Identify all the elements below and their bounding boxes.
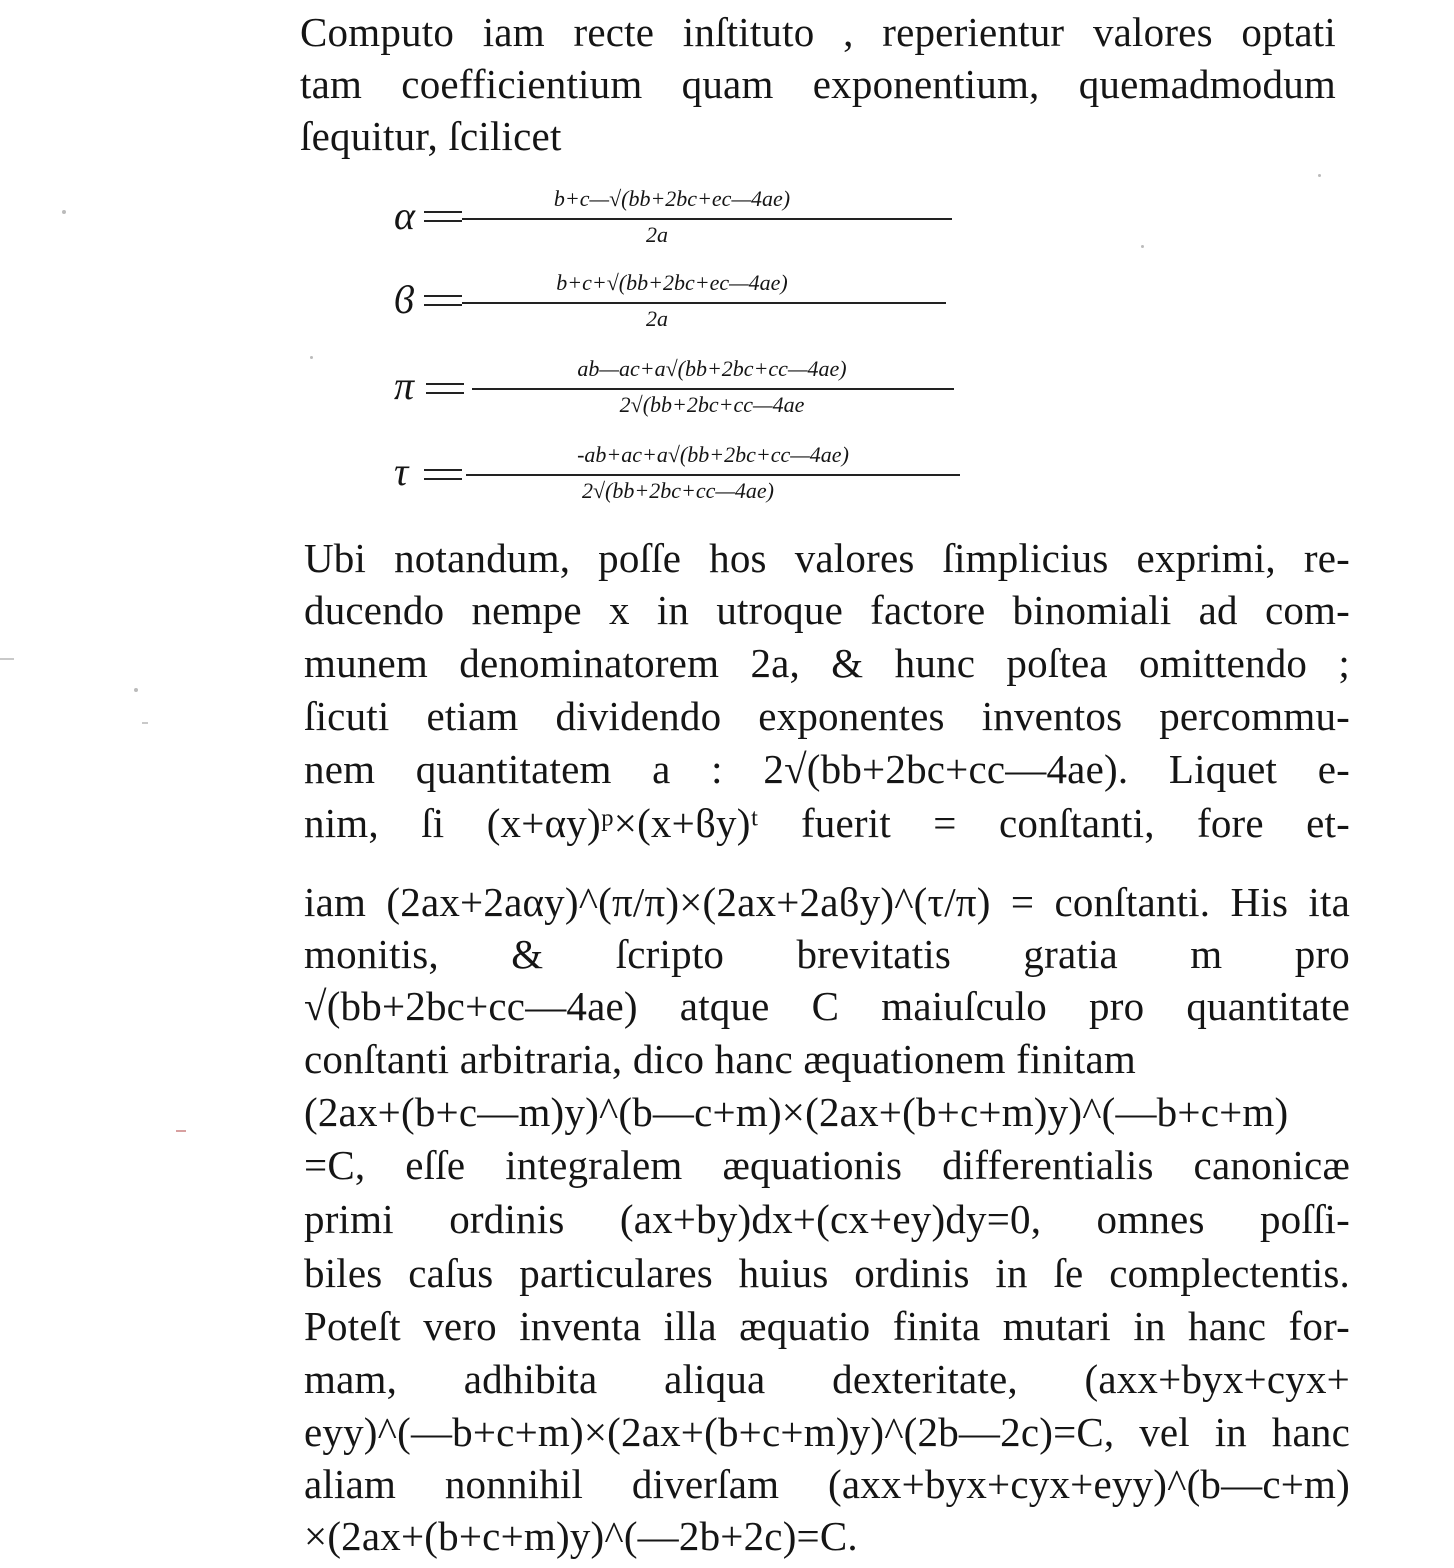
- formula-alpha-denominator: 2a: [646, 222, 668, 247]
- scan-speck: [134, 688, 138, 692]
- body-line-16: mam, adhibita aliqua dexteritate, (axx+byx+cyx+: [304, 1356, 1350, 1402]
- body-line-18: aliam nonnihil diverſam (axx+byx+cyx+eyy)^(b—c+m): [304, 1461, 1350, 1507]
- formula-tau: [394, 438, 964, 508]
- scan-speck: [1318, 174, 1321, 177]
- formula-pi: [394, 352, 964, 422]
- body-line-14: biles caſus particulares huius ordinis in ſe complectentis.: [304, 1250, 1350, 1296]
- equals-sign: [426, 383, 464, 385]
- formula-beta-lhs: ϐ: [394, 277, 414, 322]
- formula-pi-denominator: 2√(bb+2bc+cc—4ae: [619, 392, 805, 417]
- equals-sign: [426, 392, 464, 394]
- equals-sign: [424, 295, 462, 297]
- formula-beta-denominator: 2a: [646, 306, 668, 331]
- body-line-11: (2ax+(b+c—m)y)^(b—c+m)×(2ax+(b+c+m)y)^(—b+c+m): [304, 1089, 1289, 1135]
- fraction-bar: [472, 388, 954, 390]
- formula-tau-numerator: -ab+ac+a√(bb+2bc+cc—4ae): [577, 442, 849, 467]
- body-line-3: munem denominatorem 2a, & hunc poſtea omittendo ;: [304, 640, 1350, 686]
- equals-sign: [424, 220, 462, 222]
- body-line-9: √(bb+2bc+cc—4ae) atque C maiuſculo pro quantitate: [304, 983, 1350, 1029]
- body-line-2: ducendo nempe x in utroque factore binomiali ad com-: [304, 587, 1350, 633]
- scan-speck: [1141, 245, 1144, 248]
- formula-pi-numerator: ab—ac+a√(bb+2bc+cc—4ae): [577, 356, 847, 381]
- body-line-4: ſicuti etiam dividendo exponentes inventos percommu-: [304, 693, 1350, 739]
- body-line-12: =C, eſſe integralem æquationis differentialis canonicæ: [304, 1142, 1350, 1188]
- body-line-15: Poteſt vero inventa illa æquatio finita mutari in hanc for-: [304, 1303, 1350, 1349]
- scan-speck: [310, 356, 313, 359]
- formula-beta: [394, 266, 964, 336]
- body-line-7: iam (2ax+2aαy)^(π/π)×(2ax+2aϐy)^(τ/π) = conſtanti. His ita: [304, 879, 1350, 925]
- intro-line-3: ſequitur, ſcilicet: [300, 113, 562, 159]
- body-line-13: primi ordinis (ax+by)dx+(cx+ey)dy=0, omnes poſſi-: [304, 1196, 1350, 1242]
- intro-line-2: tam coefficientium quam exponentium, quemadmodum: [300, 61, 1336, 107]
- formula-alpha-lhs: α: [394, 193, 415, 238]
- fraction-bar: [466, 474, 960, 476]
- body-line-8: monitis, & ſcripto brevitatis gratia m pro: [304, 931, 1350, 977]
- body-line-1: Ubi notandum, poſſe hos valores ſimplicius exprimi, re-: [304, 535, 1350, 581]
- scan-mark: [142, 722, 148, 724]
- body-line-19: ×(2ax+(b+c+m)y)^(—2b+2c)=C.: [304, 1513, 858, 1559]
- body-line-6: nim, ſi (x+αy)ᵖ×(x+ϐy)ᵗ fuerit = conſtanti, fore et-: [304, 800, 1350, 846]
- formula-tau-denominator: 2√(bb+2bc+cc—4ae): [581, 478, 775, 503]
- formula-alpha: [394, 182, 964, 252]
- body-line-17: eyy)^(—b+c+m)×(2ax+(b+c+m)y)^(2b—2c)=C, vel in hanc: [304, 1409, 1350, 1455]
- equals-sign: [424, 211, 462, 213]
- body-line-10: conſtanti arbitraria, dico hanc æquationem finitam: [304, 1036, 1137, 1082]
- formula-tau-lhs: τ: [394, 449, 409, 494]
- scan-speck: [62, 210, 66, 214]
- fraction-bar: [462, 302, 946, 304]
- formula-pi-lhs: π: [394, 363, 415, 408]
- equals-sign: [424, 469, 462, 471]
- scan-mark: [176, 1130, 186, 1132]
- body-line-5: nem quantitatem a : 2√(bb+2bc+cc—4ae). Liquet e-: [304, 746, 1350, 792]
- intro-line-1: Computo iam recte inſtituto , reperientur valores optati: [300, 9, 1336, 55]
- equals-sign: [424, 478, 462, 480]
- formula-beta-numerator: b+c+√(bb+2bc+ec—4ae): [556, 270, 788, 295]
- scan-mark: [0, 658, 14, 660]
- fraction-bar: [462, 218, 952, 220]
- equals-sign: [424, 304, 462, 306]
- formula-alpha-numerator: b+c—√(bb+2bc+ec—4ae): [553, 186, 791, 211]
